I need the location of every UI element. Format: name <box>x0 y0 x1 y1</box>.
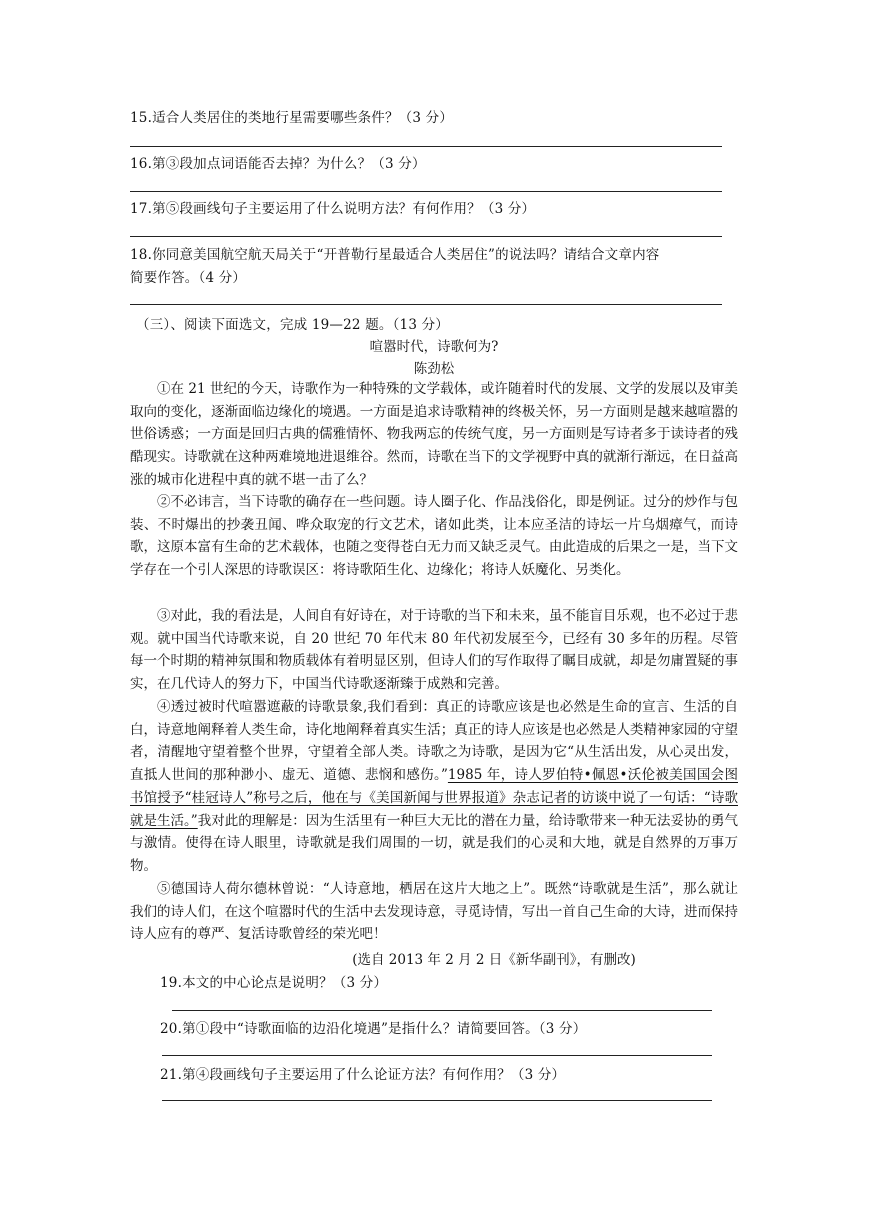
paragraph-5: ⑤德国诗人荷尔德林曾说：“人诗意地，栖居在这片大地之上”。既然“诗歌就是生活”，那么就让我们的诗人们，在这个喧嚣时代的生活中去发现诗意，寻觅诗情，写出一首自己生命的大诗，进而保持诗人应有的尊严、复活诗歌曾经的荣光吧！ <box>130 881 738 943</box>
answer-line-18 <box>130 304 722 305</box>
paragraph-2: ②不必讳言，当下诗歌的确存在一些问题。诗人圈子化、作品浅俗化，即是例证。过分的炒作与包装、不时爆出的抄袭丑闻、哗众取宠的行文艺术，诸如此类，让本应圣洁的诗坛一片乌烟瘴气，而诗歌，这原本富有生命的艺术载体，也随之变得苍白无力而又缺乏灵气。由此造成的后果之一是，当下文学存在一个引人深思的诗歌误区：将诗歌陌生化、边缘化；将诗人妖魔化、另类化。 <box>130 494 738 579</box>
answer-line-21 <box>162 1100 712 1101</box>
question-19: 19.本文的中心论点是说明？（3 分） <box>160 975 388 991</box>
question-18-line1: 18.你同意美国航空航天局关于“开普勒行星最适合人类居住”的说法吗？请结合文章内容 <box>130 247 660 263</box>
paragraph-4-text-before: ④透过被时代喧嚣遮蔽的诗歌景象,我们看到：真正的诗歌应该是也必然是生命的宣言、生活的自白，诗意地阐释着人类生命，诗化地阐释着真实生活；真正的诗人应该是也必然是人类精神家园的守望者，清醒地守望着整个世界，守望着全部人类。诗歌之为诗歌，是因为它“从生活出发，从心灵出发，直抵人世间的那种渺小、虚无、道德、悲悯和感伤。” <box>130 699 738 784</box>
answer-line-15 <box>130 146 722 147</box>
question-17: 17.第⑤段画线句子主要运用了什么说明方法？有何作用？（3 分） <box>130 201 536 217</box>
question-16: 16.第③段加点词语能否去掉？为什么？（3 分） <box>130 156 426 172</box>
paragraph-4-underlined-sentence: 1985 年，诗人罗伯特•佩恩•沃伦被美国国会图书馆授予“桂冠诗人”称号之后，他在与《美国新闻与世界报道》杂志记者的访谈中说了一句话：“诗歌就是生活。” <box>130 767 738 829</box>
answer-line-17 <box>130 236 722 237</box>
question-20: 20.第①段中“诗歌面临的边沿化境遇”是指什么？请简要回答。（3 分） <box>160 1021 587 1037</box>
source-note: (选自 2013 年 2 月 2 日《新华副刊》，有删改) <box>352 952 636 968</box>
paragraph-4-text-after: 我对此的理解是：因为生活里有一种巨大无比的潜在力量，给诗歌带来一种无法妥协的勇气与激情。使得在诗人眼里，诗歌就是我们周围的一切，就是我们的心灵和大地，就是自然界的万事万物。 <box>130 812 739 874</box>
paragraph-1: ①在 21 世纪的今天，诗歌作为一种特殊的文学载体，或许随着时代的发展、文学的发展以及审美取向的变化，逐渐面临边缘化的境遇。一方面是追求诗歌精神的终极关怀，另一方面则是越来越喧嚣的世俗诱惑；一方面是回归古典的儒雅情怀、物我两忘的传统气度，另一方面则是写诗者多于读诗者的残酷现实。诗歌就在这种两难境地进退维谷。然而，诗歌在当下的文学视野中真的就渐行渐远，在日益高涨的城市化进程中真的就不堪一击了么？ <box>130 381 738 488</box>
question-15: 15.适合人类居住的类地行星需要哪些条件？（3 分） <box>130 110 454 126</box>
paragraph-3: ③对此，我的看法是，人间自有好诗在，对于诗歌的当下和未来，虽不能盲目乐观，也不必过于悲观。就中国当代诗歌来说，自 20 世纪 70 年代末 80 年代初发展至今，已经有 30 多年的历程。尽管每一个时期的精神氛围和物质载体有着明显区别，但诗人们的写作取得了瞩目成就，却是勿庸置疑的事实，在几代诗人的努力下，中国当代诗歌逐渐臻于成熟和完善。 <box>130 608 738 693</box>
answer-line-20 <box>162 1055 712 1056</box>
answer-line-16 <box>130 191 722 192</box>
question-18-line2: 简要作答。（4 分） <box>130 270 247 286</box>
article-author: 陈劲松 <box>413 361 455 377</box>
answer-line-19 <box>172 1010 712 1011</box>
article-title: 喧嚣时代，诗歌何为? <box>369 339 499 355</box>
question-21: 21.第④段画线句子主要运用了什么论证方法？有何作用？（3 分） <box>160 1067 566 1083</box>
section-3-heading: （三）、阅读下面选文，完成 19—22 题。（13 分） <box>136 317 450 333</box>
paragraph-4 <box>130 696 738 878</box>
